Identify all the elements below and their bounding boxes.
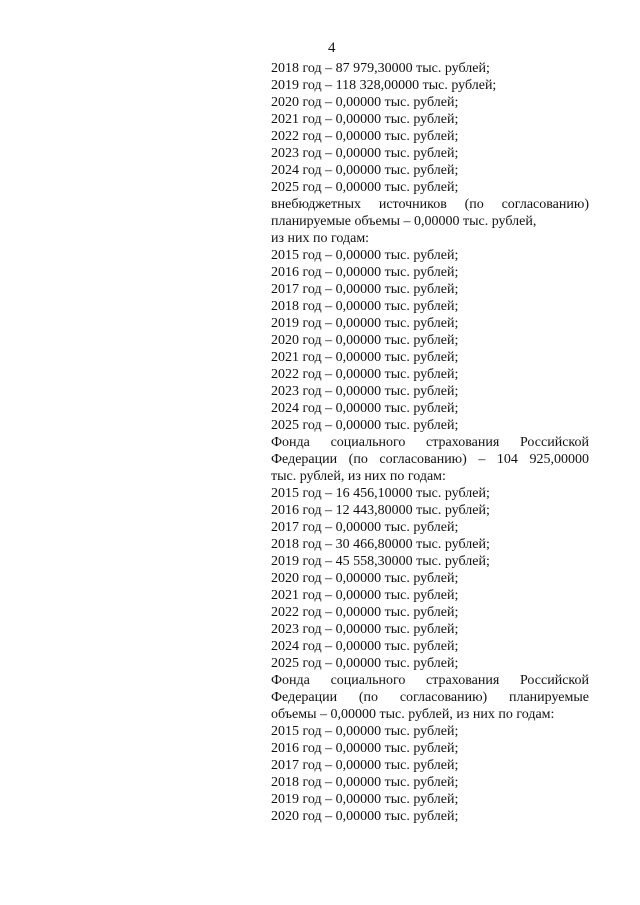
section-heading-line: тыс. рублей, из них по годам:: [271, 469, 446, 484]
year-line: 2020 год – 0,00000 тыс. рублей;: [271, 95, 459, 110]
year-line: 2019 год – 0,00000 тыс. рублей;: [271, 316, 459, 331]
section-heading-line: Федерации (по согласованию) – 104 925,00000: [271, 452, 589, 467]
year-line: 2017 год – 0,00000 тыс. рублей;: [271, 520, 459, 535]
year-line: 2017 год – 0,00000 тыс. рублей;: [271, 282, 459, 297]
year-line: 2023 год – 0,00000 тыс. рублей;: [271, 146, 459, 161]
year-line: 2023 год – 0,00000 тыс. рублей;: [271, 384, 459, 399]
page-number: 4: [328, 40, 336, 56]
year-line: 2020 год – 0,00000 тыс. рублей;: [271, 571, 459, 586]
section-heading-line: Федерации (по согласованию) планируемые: [271, 690, 589, 705]
year-line: 2019 год – 118 328,00000 тыс. рублей;: [271, 78, 497, 93]
year-line: 2019 год – 0,00000 тыс. рублей;: [271, 792, 459, 807]
year-line: 2025 год – 0,00000 тыс. рублей;: [271, 418, 459, 433]
year-line: 2024 год – 0,00000 тыс. рублей;: [271, 163, 459, 178]
section-heading-line: объемы – 0,00000 тыс. рублей, из них по годам:: [271, 707, 555, 722]
year-line: 2018 год – 87 979,30000 тыс. рублей;: [271, 61, 490, 76]
year-line: 2022 год – 0,00000 тыс. рублей;: [271, 367, 459, 382]
year-line: 2020 год – 0,00000 тыс. рублей;: [271, 333, 459, 348]
year-line: 2021 год – 0,00000 тыс. рублей;: [271, 588, 459, 603]
year-line: 2023 год – 0,00000 тыс. рублей;: [271, 622, 459, 637]
year-line: 2016 год – 12 443,80000 тыс. рублей;: [271, 503, 490, 518]
section-heading-line: Фонда социального страхования Российской: [271, 435, 589, 450]
year-line: 2018 год – 0,00000 тыс. рублей;: [271, 299, 459, 314]
year-line: 2024 год – 0,00000 тыс. рублей;: [271, 639, 459, 654]
document-body: [271, 60, 589, 825]
year-line: 2021 год – 0,00000 тыс. рублей;: [271, 350, 459, 365]
year-line: 2016 год – 0,00000 тыс. рублей;: [271, 741, 459, 756]
year-line: 2021 год – 0,00000 тыс. рублей;: [271, 112, 459, 127]
section-heading-line: Фонда социального страхования Российской: [271, 673, 589, 688]
year-line: 2017 год – 0,00000 тыс. рублей;: [271, 758, 459, 773]
year-line: 2022 год – 0,00000 тыс. рублей;: [271, 129, 459, 144]
year-line: 2015 год – 0,00000 тыс. рублей;: [271, 724, 459, 739]
year-line: 2024 год – 0,00000 тыс. рублей;: [271, 401, 459, 416]
section-heading-line: из них по годам:: [271, 231, 370, 246]
year-line: 2015 год – 0,00000 тыс. рублей;: [271, 248, 459, 263]
year-line: 2025 год – 0,00000 тыс. рублей;: [271, 656, 459, 671]
year-line: 2015 год – 16 456,10000 тыс. рублей;: [271, 486, 490, 501]
year-line: 2018 год – 30 466,80000 тыс. рублей;: [271, 537, 490, 552]
year-line: 2018 год – 0,00000 тыс. рублей;: [271, 775, 459, 790]
year-line: 2020 год – 0,00000 тыс. рублей;: [271, 809, 459, 824]
section-heading-line: планируемые объемы – 0,00000 тыс. рублей,: [271, 214, 537, 229]
section-heading-line: внебюджетных источников (по согласованию): [271, 197, 589, 212]
year-line: 2022 год – 0,00000 тыс. рублей;: [271, 605, 459, 620]
year-line: 2016 год – 0,00000 тыс. рублей;: [271, 265, 459, 280]
year-line: 2019 год – 45 558,30000 тыс. рублей;: [271, 554, 490, 569]
year-line: 2025 год – 0,00000 тыс. рублей;: [271, 180, 459, 195]
